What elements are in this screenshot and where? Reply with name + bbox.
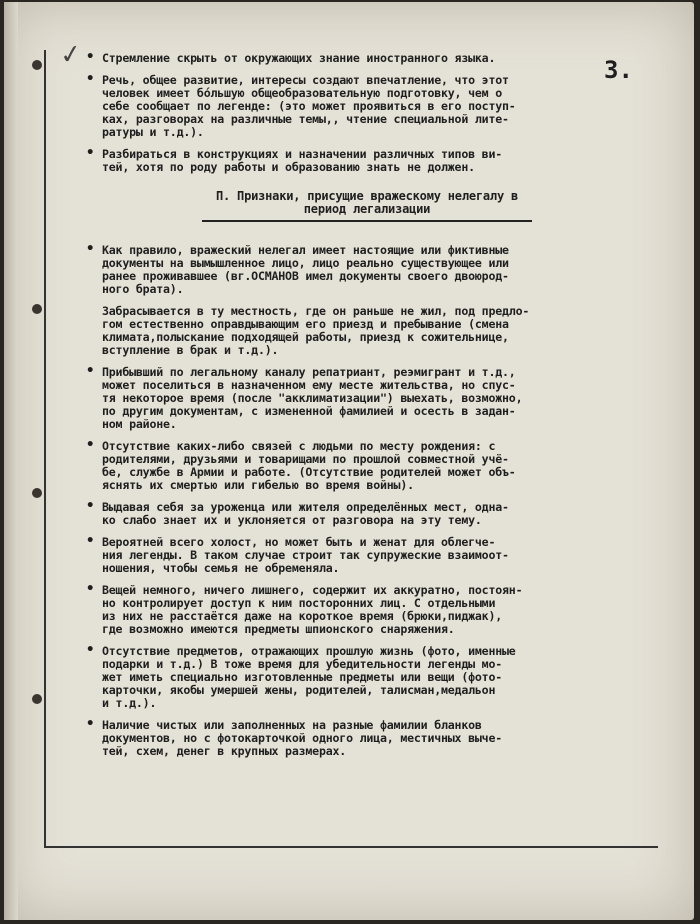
punch-hole [32, 304, 42, 314]
list-item: • Отсутствие каких-либо связей с людьми по месту рождения: с родителями, друзьями и товарищами по прошлой совместной учё- бе, службе в Армии и работе. (Отсутствие родителей может объ- яснять их смертью или гибелью во время войны). [102, 440, 632, 492]
section-heading: П. Признаки, присущие вражескому нелегалу в период легализации [215, 189, 519, 216]
punch-hole [32, 488, 42, 498]
handwritten-checkmark: ✓ [58, 38, 84, 72]
list-item: • Отсутствие предметов, отражающих прошлую жизнь (фото, именные подарки и т.д.) В тоже время для убедительности легенды мо- жет иметь специально изготовленные предметы или вещи (фото- карточки, якобы умершей жены, родителей, талисман,медальон и т.д.). [102, 645, 632, 710]
punch-hole [32, 60, 42, 70]
list-item: • Вероятней всего холост, но может быть и женат для облегче- ния легенды. В таком случае строит так супружеские взаимоот- ношения, чтобы семья не обременяла. [102, 536, 632, 575]
list-item: • Речь, общее развитие, интересы создают впечатление, что этот человек имеет бóльшую общеобразовательную подготовку, чем о себе сообщает по легенде: (это может проявиться в его поступ- ках, разговорах на различные темы,, чтение специальной лите- ратуры и т.д.). [102, 74, 632, 139]
list-item: • Выдавая себя за уроженца или жителя определённых мест, одна- ко слабо знает их и уклоняется от разговора на эту тему. [102, 501, 632, 527]
binding-edge [4, 2, 18, 920]
typed-text-body [102, 52, 632, 767]
list-item: • Стремление скрыть от окружающих знание иностранного языка. [102, 52, 632, 65]
heading-underline [202, 220, 532, 222]
paragraph: Забрасывается в ту местность, где он раньше не жил, под предло- гом естественно оправдывающим его приезд и пребывание (смена климата,полыскание подходящей работы, приезд к сожительнице, вступление в брак и т.д.). [102, 304, 530, 357]
list-item: • Наличие чистых или заполненных на разные фамилии бланков документов, но с фотокарточкой одного лица, местичных выче- тей, схем, денег в крупных размерах. [102, 719, 632, 758]
list-item: • Как правило, вражеский нелегал имеет настоящие или фиктивные документы на вымышленное лицо, лицо реально существующее или ранее проживавшее (вг.ОСМАНОВ имел документы своего двоюрод- ного брата). [102, 244, 632, 296]
list-item: • Вещей немного, ничего лишнего, содержит их аккуратно, постоян- но контролирует доступ к ним посторонних лиц. С отдельными из них не расстаётся даже на короткое время (брюки,пиджак), где возможно имеются предметы шпионского снаряжения. [102, 584, 632, 636]
punch-hole [32, 694, 42, 704]
page-number: 3. [604, 56, 633, 84]
list-item: • Разбираться в конструкциях и назначении различных типов ви- тей, хотя по роду работы и образованию знать не должен. [102, 148, 632, 174]
document-page [4, 2, 694, 920]
list-item: • Прибывший по легальному каналу репатриант, реэмигрант и т.д., может поселиться в назначенном ему месте жительства, но спус- тя некоторое время (после "акклиматизации") выехать, возможно, по другим документам, с измененной фамилией и осесть в задан- ном районе. [102, 366, 632, 431]
